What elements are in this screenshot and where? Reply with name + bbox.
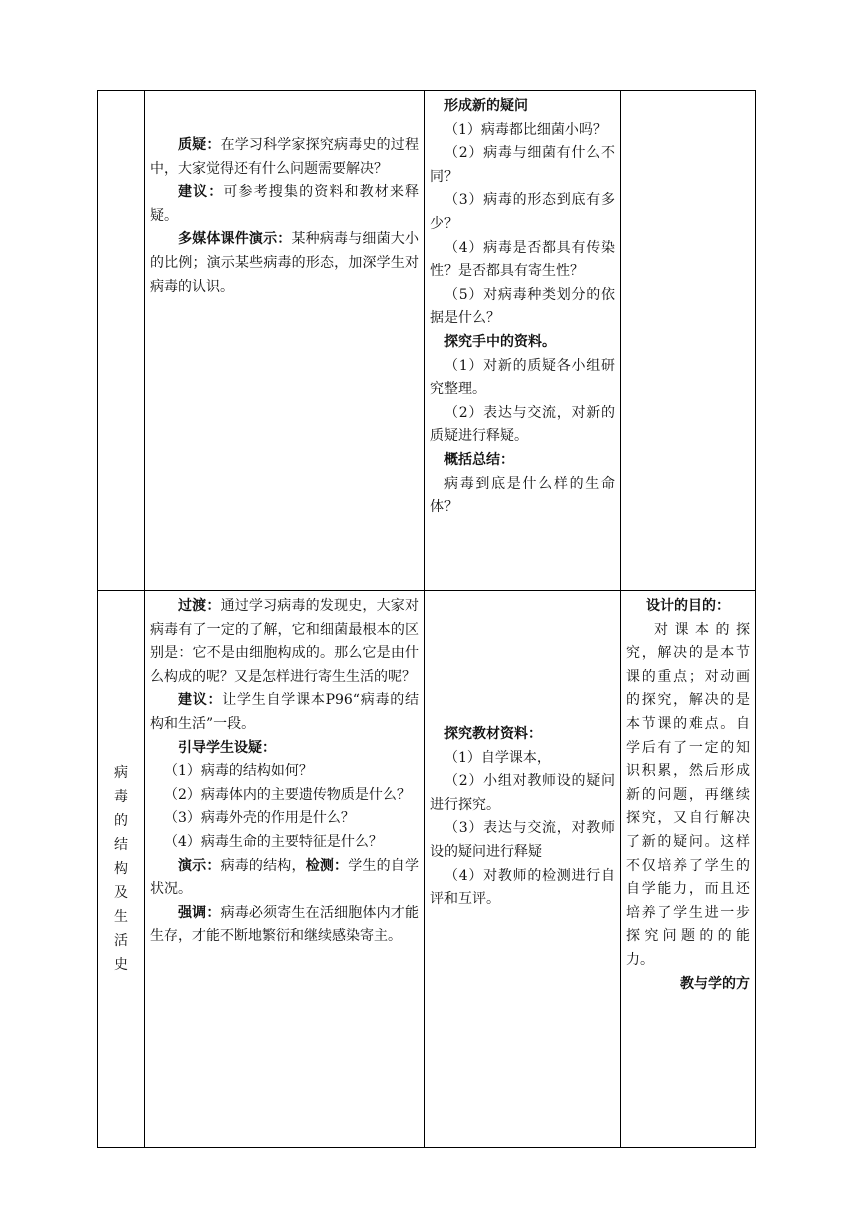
step: （2）表达与交流，对新的质疑进行释疑。 xyxy=(430,404,615,445)
question: （5）对病毒种类划分的依据是什么？ xyxy=(430,286,615,327)
step: （3）表达与交流，对教师设的疑问进行释疑 xyxy=(430,820,615,860)
section-cell-empty xyxy=(98,91,145,591)
question: （3）病毒外壳的作用是什么？ xyxy=(164,810,355,827)
section-char: 史 xyxy=(114,957,128,973)
student-activity-cell xyxy=(425,91,621,591)
text: 学生的自学状况。 xyxy=(150,857,419,898)
paragraph: 对课本的探究，解决的是本节课的重点；对动画的探究，解决的是本节课的难点。自学后有了一定的知识积累，然后形成新的问题，再继续探究，又自行解决了新的疑问。这样不仅培养了学生的自学能力，而且还培养了学生进一步探究问题的的能力。 xyxy=(626,621,750,968)
heading: 探究教材资料： xyxy=(444,726,542,742)
section-char: 结 xyxy=(114,837,128,853)
section-char: 的 xyxy=(114,813,128,829)
heading: 探究手中的资料。 xyxy=(444,333,556,350)
heading: 设计的目的： xyxy=(646,598,730,614)
paragraph xyxy=(150,228,419,299)
section-char: 毒 xyxy=(114,789,128,805)
section-title-cell xyxy=(98,591,145,1148)
heading: 形成新的疑问 xyxy=(444,98,528,114)
text: 在学习科学家探究病毒史的过程中，大家觉得还有什么问题需要解决？ xyxy=(150,137,419,177)
step: （4）对教师的检测进行自评和互评。 xyxy=(430,867,615,908)
label: 建议： xyxy=(178,692,223,709)
label: 建议： xyxy=(178,184,224,201)
table-row xyxy=(98,91,756,591)
question: （2）病毒与细菌有什么不同？ xyxy=(430,145,615,185)
paragraph xyxy=(150,595,419,689)
paragraph xyxy=(150,855,419,902)
question: （4）病毒生命的主要特征是什么？ xyxy=(164,833,383,850)
text: 通过学习病毒的发现史，大家对病毒有了一定的了解，它和细菌最根本的区别是：它不是由细胞构成的。那么它是由什么构成的呢？又是怎样进行寄生生活的呢？ xyxy=(150,598,419,685)
text: 病毒的结构， xyxy=(220,857,306,874)
question: （2）病毒体内的主要遗传物质是什么？ xyxy=(164,786,411,803)
text: 让学生自学课本P96“病毒的结构和生活”一段。 xyxy=(150,692,419,732)
guide-heading: 引导学生设疑： xyxy=(178,739,276,756)
section-char: 活 xyxy=(114,933,128,949)
text: 病毒必须寄生在活细胞体内才能生存，才能不断地繁衍和继续感染寄主。 xyxy=(150,904,419,945)
text: 某种病毒与细菌大小的比例；演示某些病毒的形态，加深学生对病毒的认识。 xyxy=(150,231,419,295)
paragraph-tail: 教与学的方 xyxy=(680,975,750,992)
question: （3）病毒的形态到底有多少？ xyxy=(430,192,615,232)
paragraph xyxy=(150,902,419,949)
table-row xyxy=(98,591,756,1148)
purpose-cell xyxy=(621,591,756,1148)
label: 多媒体课件演示： xyxy=(178,231,292,248)
summary: 病毒到底是什么样的生命体？ xyxy=(430,475,615,516)
step: （1）对新的质疑各小组研究整理。 xyxy=(430,357,615,398)
label: 演示： xyxy=(178,857,221,874)
section-char: 构 xyxy=(114,861,128,877)
question: （1）病毒的结构如何？ xyxy=(164,763,313,780)
label: 检测： xyxy=(305,857,349,874)
section-char: 病 xyxy=(114,765,128,781)
student-activity-cell xyxy=(425,591,621,1148)
question: （4）病毒是否都具有传染性？是否都具有寄生性？ xyxy=(430,239,615,280)
section-char: 生 xyxy=(114,909,128,925)
label: 强调： xyxy=(178,904,221,921)
lesson-plan-table xyxy=(97,90,756,1148)
teacher-activity-cell xyxy=(145,91,425,591)
paragraph xyxy=(150,689,419,736)
paragraph xyxy=(150,134,419,181)
label: 质疑： xyxy=(178,137,221,153)
paragraph xyxy=(150,181,419,228)
step: （1）自学课本， xyxy=(444,749,551,766)
label: 过渡： xyxy=(178,598,221,614)
text: 可参考搜集的资料和教材来释疑。 xyxy=(150,184,420,224)
step: （2）小组对教师设的疑问进行探究。 xyxy=(430,773,615,813)
teacher-activity-cell xyxy=(145,591,425,1148)
purpose-cell-empty xyxy=(621,91,756,591)
section-char: 及 xyxy=(114,885,128,901)
question: （1）病毒都比细菌小吗？ xyxy=(444,121,607,138)
heading: 概括总结： xyxy=(444,451,514,468)
